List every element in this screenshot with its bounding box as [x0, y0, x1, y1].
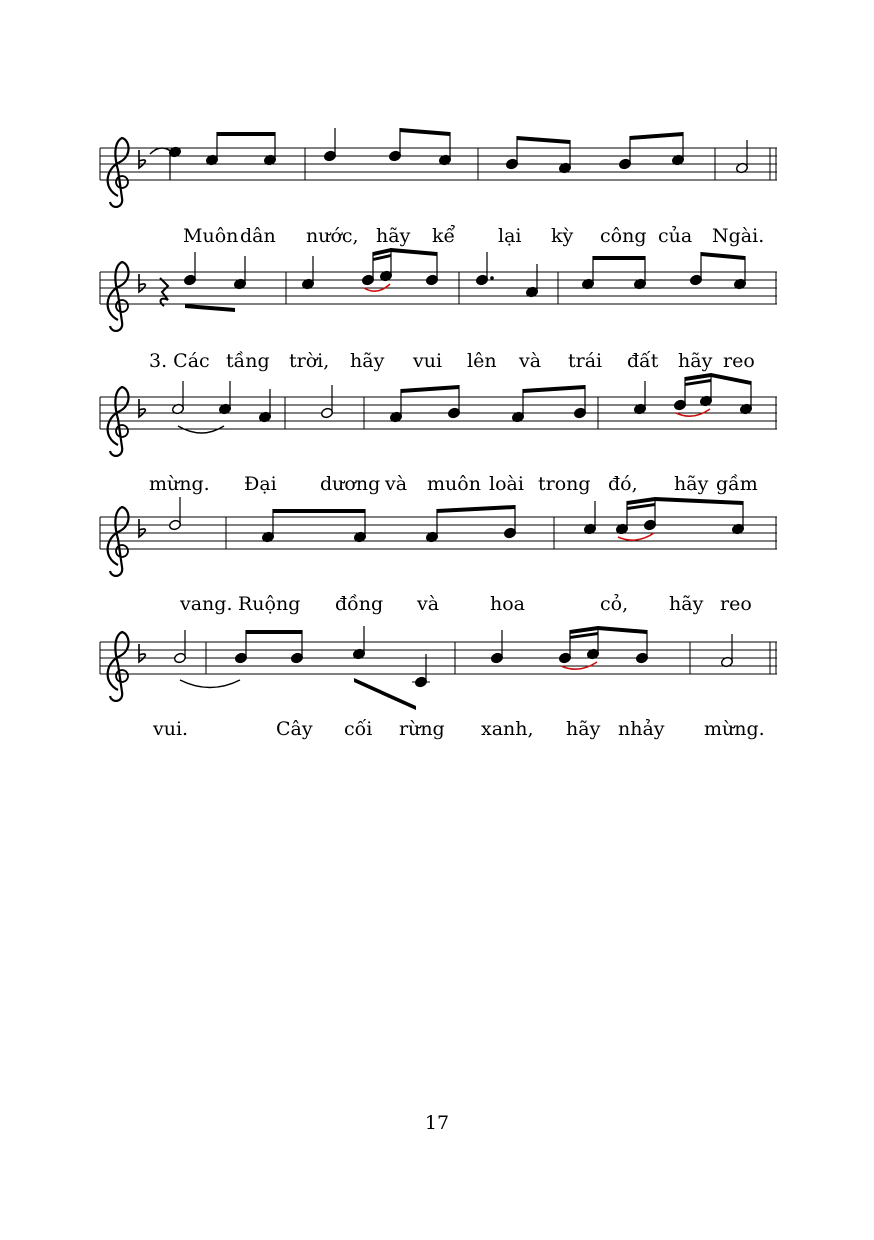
beam [354, 678, 416, 710]
staff-system [100, 248, 777, 372]
staff-system [100, 497, 777, 615]
rest-group [160, 278, 168, 306]
lyric-syllable: rừng [399, 718, 445, 740]
lyric-syllable: loài [489, 473, 524, 495]
lyric-syllable: reo [723, 350, 755, 372]
lyric-syllable: Muôn [183, 225, 239, 247]
lyric-syllable: lên [467, 350, 497, 372]
lyric-syllable: đồng [335, 593, 384, 615]
lyric-syllable: Ruộng [238, 593, 301, 615]
lyric-syllable: xanh, [481, 718, 534, 740]
slur [618, 533, 654, 540]
tie [180, 680, 240, 688]
beam [598, 626, 647, 634]
beam [401, 385, 459, 393]
beam [217, 132, 275, 136]
lyric-syllable: gầm [716, 473, 758, 495]
lyric-syllable: Ngài. [712, 225, 765, 247]
beam [711, 373, 751, 385]
lyric-syllable: reo [720, 593, 752, 615]
page-number: 17 [424, 1112, 450, 1134]
beam [437, 505, 515, 513]
lyric-syllable: cối [344, 718, 373, 740]
lyric-syllable: trái [568, 350, 603, 372]
lyric-syllable: cỏ, [600, 593, 629, 615]
clef-loop [116, 670, 128, 682]
lyric-syllable: kể [432, 225, 456, 247]
beam [593, 256, 645, 260]
lyric-syllable: trời, [289, 350, 330, 372]
lyric-syllable: và [417, 593, 440, 615]
lyric-syllable: trong [538, 473, 591, 495]
flat-icon [139, 644, 145, 662]
lyric-syllable: Cây [276, 718, 313, 740]
beam [630, 132, 683, 140]
lyric-syllable: kỳ [551, 225, 574, 247]
flat-icon [139, 399, 145, 417]
augmentation-dot [490, 276, 494, 280]
lyric-syllable: vui. [153, 718, 189, 740]
lyric-syllable: hoa [490, 593, 526, 615]
lyric-syllable: hãy [376, 225, 411, 247]
lyric-syllable: và [519, 350, 542, 372]
staff-system [100, 128, 777, 247]
beam [246, 630, 302, 634]
flat-icon [139, 274, 145, 292]
lyric-syllable: vang. [180, 593, 233, 615]
lyric-syllable: vui [413, 350, 443, 372]
lyric-syllable: 3. Các [149, 350, 210, 372]
lyric-syllable: của [658, 225, 693, 247]
lyric-syllable: hãy [566, 718, 601, 740]
lyric-syllable: mừng. [704, 718, 765, 740]
lyric-syllable: hãy [674, 473, 709, 495]
lyric-syllable: dân [240, 225, 276, 247]
beam [185, 304, 235, 312]
beam [273, 509, 365, 513]
lyric-syllable: hãy [350, 350, 385, 372]
lyric-syllable: muôn [427, 473, 481, 495]
clef-loop [116, 425, 128, 437]
lyric-syllable: và [385, 473, 408, 495]
lyric-syllable: hãy [678, 350, 713, 372]
beam [400, 128, 450, 136]
lyric-syllable: tầng [226, 350, 270, 372]
staff-system [100, 626, 777, 740]
beam [701, 252, 745, 260]
flat-icon [139, 150, 145, 168]
staff-system [100, 373, 777, 495]
lyric-syllable: lại [498, 225, 522, 247]
lyric-syllable: công [600, 225, 647, 247]
flat-icon [139, 519, 145, 537]
beam [655, 497, 743, 505]
beam [391, 248, 437, 256]
lyric-syllable: hãy [669, 593, 704, 615]
lyric-syllable: dương [320, 473, 381, 495]
clef-loop [116, 176, 128, 188]
quarter-rest-icon [160, 278, 168, 306]
clef-loop [116, 300, 128, 312]
clef-loop [116, 545, 128, 557]
beam [517, 136, 570, 144]
beam [523, 385, 585, 393]
lyric-syllable: đất [627, 350, 659, 372]
lyric-syllable: Đại [244, 473, 277, 495]
lyric-syllable: đó, [608, 473, 638, 495]
lyric-syllable: nước, [306, 225, 359, 247]
lyric-syllable: mừng. [149, 473, 210, 495]
lyric-syllable: nhảy [618, 718, 665, 740]
